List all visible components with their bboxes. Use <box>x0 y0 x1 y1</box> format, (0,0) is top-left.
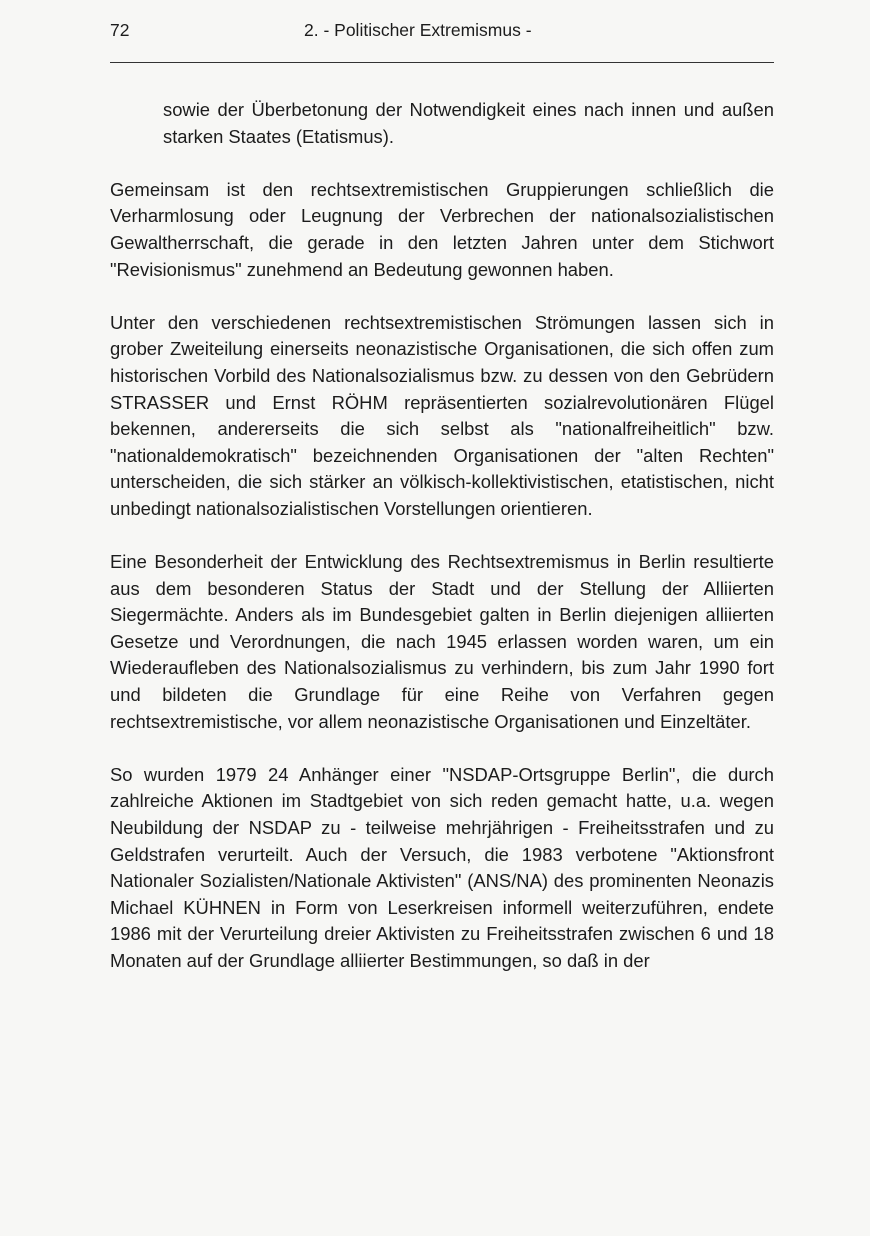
paragraph: Gemeinsam ist den rechtsextremistischen Gruppierungen schließlich die Verharmlosung oder Leugnung der Verbrechen der nationalsozialistischen Gewaltherrschaft, die gerade in den letzten Jahren unter dem Stichwort "Revisionismus" zunehmend an Bedeutung gewonnen haben. <box>110 178 774 280</box>
paragraph: So wurden 1979 24 Anhänger einer "NSDAP-Ortsgruppe Berlin", die durch zahlreiche Aktionen im Stadtgebiet von sich reden gemacht hatte, u.a. wegen Neubildung der NSDAP zu - teilweise mehrjährigen - Freiheitsstrafen und zu Geldstrafen verurteilt. Auch der Versuch, die 1983 verbotene "Aktionsfront Nationaler Sozialisten/Nationale Aktivisten" (ANS/NA) des prominenten Neonazis Michael KÜHNEN in Form von Leserkreisen informell weiterzuführen, endete 1986 mit der Verurteilung dreier Aktivisten zu Freiheitsstrafen zwischen 6 und 18 Monaten auf der Grundlage alliierter Bestimmungen, so daß in der <box>110 763 774 971</box>
page-number: 72 <box>110 20 130 40</box>
paragraph-continued-quote: sowie der Überbetonung der Notwendigkeit eines nach innen und außen starken Staates (Etatismus). <box>163 99 774 147</box>
running-title: 2. - Politischer Extremismus - <box>304 20 532 40</box>
page-header <box>110 20 774 44</box>
paragraph: Unter den verschiedenen rechtsextremistischen Strömungen lassen sich in grober Zweiteilung einerseits neonazistische Organisationen, die sich offen zum historischen Vorbild des Nationalsozialismus bzw. zu dessen von den Gebrüdern STRASSER und Ernst RÖHM repräsentierten sozialrevolutionären Flügel bekennen, andererseits die sich selbst als "nationalfreiheitlich" bzw. "nationaldemokratisch" bezeichnenden Organisationen der "alten Rechten" unterscheiden, die sich stärker an völkisch-kollektivistischen, etatistischen, nicht unbedingt nationalsozialistischen Vorstellungen orientieren. <box>110 311 774 519</box>
header-rule <box>110 62 774 63</box>
body-text <box>110 97 774 975</box>
paragraph: Eine Besonderheit der Entwicklung des Rechtsextremismus in Berlin resultierte aus dem besonderen Status der Stadt und der Stellung der Alliierten Siegermächte. Anders als im Bundesgebiet galten in Berlin diejenigen alliierten Gesetze und Verordnungen, die nach 1945 erlassen worden waren, um ein Wiederaufleben des Nationalsozialismus zu verhindern, bis zum Jahr 1990 fort und bildeten die Grundlage für eine Reihe von Verfahren gegen rechtsextremistische, vor allem neonazistische Organisationen und Einzeltäter. <box>110 551 774 732</box>
